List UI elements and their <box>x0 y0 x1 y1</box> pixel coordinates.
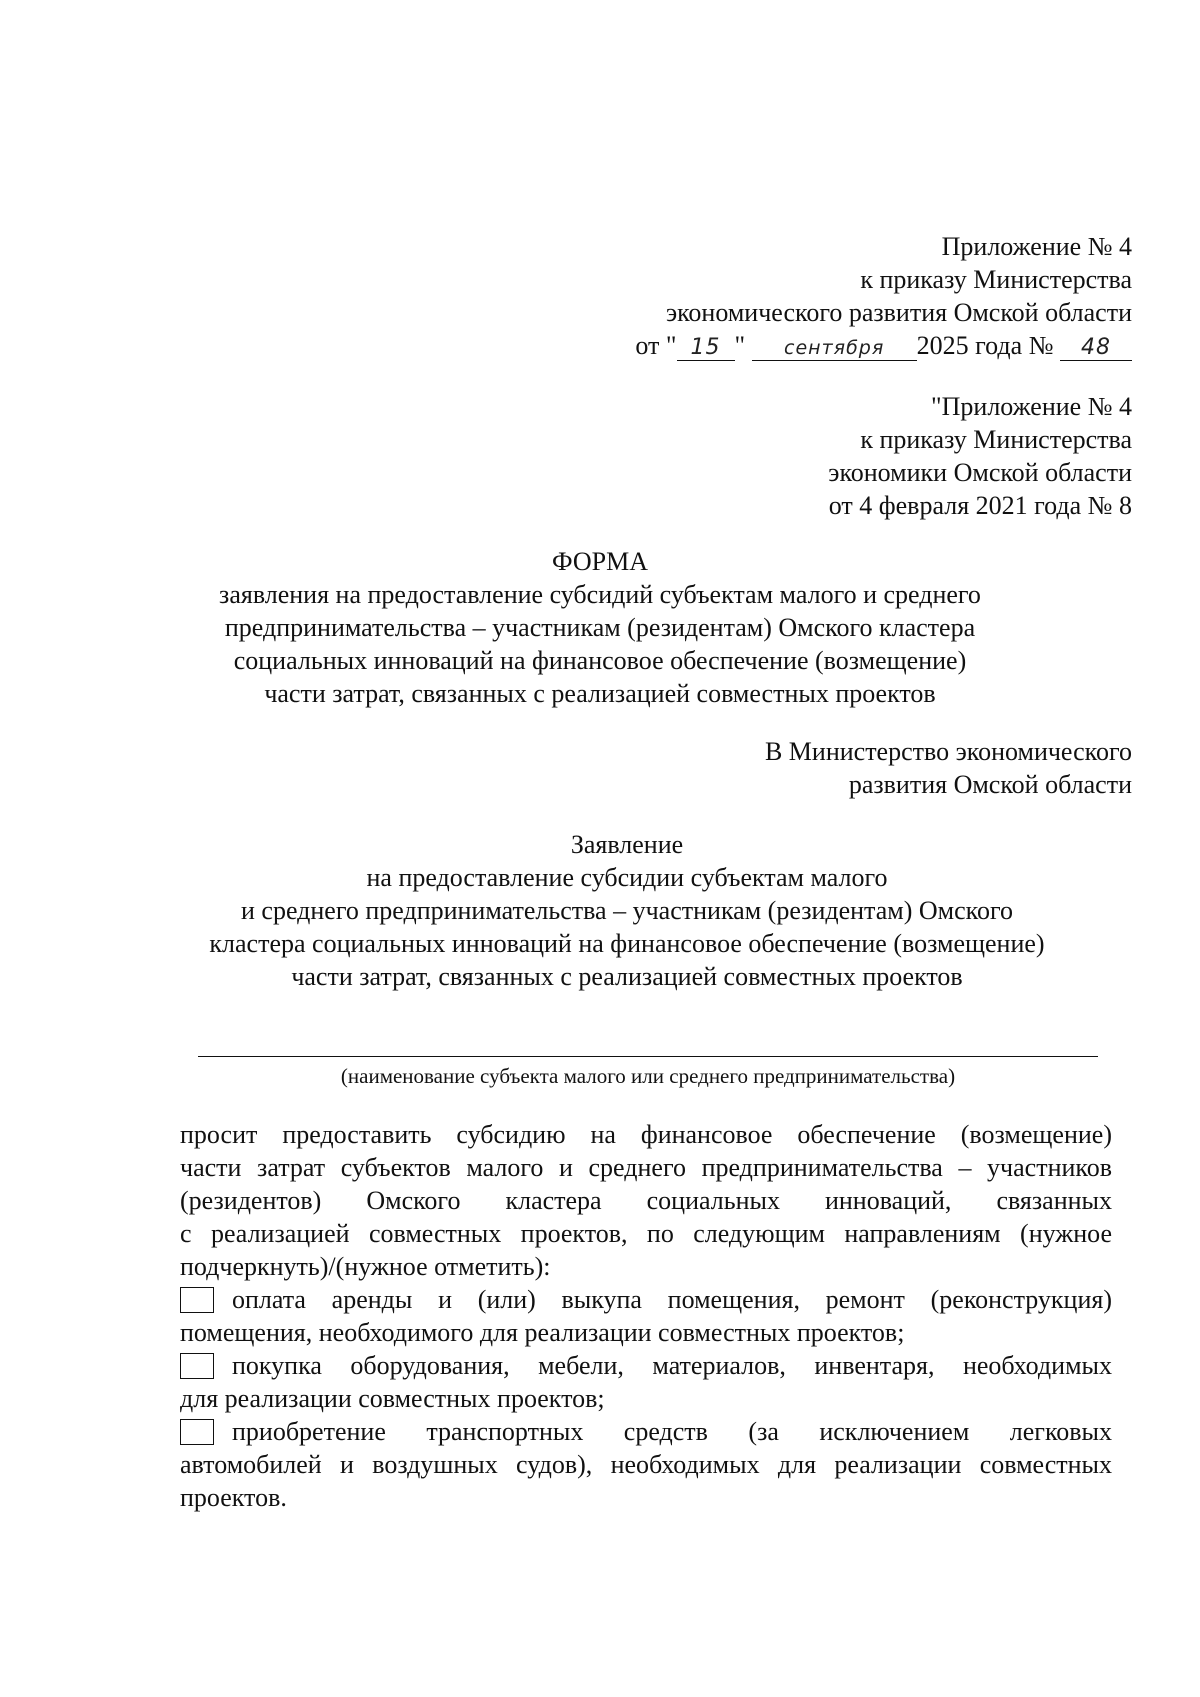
body-line: части затрат субъектов малого и среднего предпринимательства – участников <box>180 1153 1112 1182</box>
body-line: с реализацией совместных проектов, по следующим направлениям (нужное <box>180 1219 1112 1248</box>
appendix-title: Приложение № 4 <box>941 232 1132 261</box>
statement-title-line: части затрат, связанных с реализацией совместных проектов <box>291 962 963 991</box>
form-heading: ФОРМА <box>552 547 648 576</box>
option-line: для реализации совместных проектов; <box>180 1384 605 1413</box>
option-line <box>180 1349 1112 1382</box>
statement-title <box>160 828 1094 993</box>
appendix-date-line <box>540 329 1132 362</box>
form-title-line: социальных инноваций на финансовое обеспечение (возмещение) <box>233 646 967 675</box>
previous-appendix <box>640 390 1132 522</box>
option-checkbox[interactable] <box>180 1419 214 1445</box>
statement-title-line: и среднего предпринимательства – участникам (резидентам) Омского <box>241 896 1013 925</box>
date-prefix: от " <box>635 331 677 360</box>
prev-appendix-order-ref: к приказу Министерства <box>860 425 1132 454</box>
body-line: подчеркнуть)/(нужное отметить): <box>180 1252 551 1281</box>
statement-title-line: на предоставление субсидии субъектам малого <box>366 863 888 892</box>
option-equipment <box>180 1349 1112 1415</box>
handwritten-day: 15 <box>677 336 735 361</box>
option-text: покупка оборудования, мебели, материалов, инвентаря, необходимых <box>232 1351 1112 1380</box>
handwritten-order-number: 48 <box>1060 336 1132 361</box>
form-title-line: предпринимательства – участникам (резидентам) Омского кластера <box>224 613 976 642</box>
option-line <box>180 1283 1112 1316</box>
form-title-line: заявления на предоставление субсидий субъектам малого и среднего <box>219 580 981 609</box>
form-title-line: части затрат, связанных с реализацией совместных проектов <box>264 679 936 708</box>
body-text <box>180 1118 1112 1514</box>
prev-appendix-date: от 4 февраля 2021 года № 8 <box>828 491 1132 520</box>
option-text: приобретение транспортных средств (за исключением легковых <box>232 1417 1112 1446</box>
body-line: просит предоставить субсидию на финансовое обеспечение (возмещение) <box>180 1120 1112 1149</box>
option-text: оплата аренды и (или) выкупа помещения, ремонт (реконструкция) <box>232 1285 1112 1314</box>
appendix-header <box>540 230 1132 362</box>
option-line: автомобилей и воздушных судов), необходимых для реализации совместных <box>180 1450 1112 1479</box>
handwritten-month: сентября <box>752 336 917 361</box>
form-title <box>160 545 1040 710</box>
option-vehicles <box>180 1415 1112 1514</box>
entity-name-caption: (наименование субъекта малого или среднего предпринимательства) <box>340 1064 956 1088</box>
appendix-ministry: экономического развития Омской области <box>665 298 1132 327</box>
addressee-line: развития Омской области <box>848 770 1132 799</box>
option-checkbox[interactable] <box>180 1353 214 1379</box>
addressee-line: В Министерство экономического <box>764 737 1132 766</box>
option-line <box>180 1415 1112 1448</box>
option-line: проектов. <box>180 1483 287 1512</box>
option-rent-repair <box>180 1283 1112 1349</box>
option-checkbox[interactable] <box>180 1287 214 1313</box>
prev-appendix-title: "Приложение № 4 <box>931 392 1132 421</box>
option-line: помещения, необходимого для реализации совместных проектов; <box>180 1318 905 1347</box>
date-quote-close: " <box>734 331 746 360</box>
body-line: (резидентов) Омского кластера социальных инноваций, связанных <box>180 1186 1112 1215</box>
statement-heading: Заявление <box>570 830 684 859</box>
prev-appendix-ministry: экономики Омской области <box>828 458 1132 487</box>
date-year: 2025 года № <box>916 331 1054 360</box>
entity-name-field[interactable] <box>198 1056 1098 1057</box>
addressee <box>640 735 1132 801</box>
statement-title-line: кластера социальных инноваций на финансовое обеспечение (возмещение) <box>209 929 1045 958</box>
appendix-order-ref: к приказу Министерства <box>860 265 1132 294</box>
